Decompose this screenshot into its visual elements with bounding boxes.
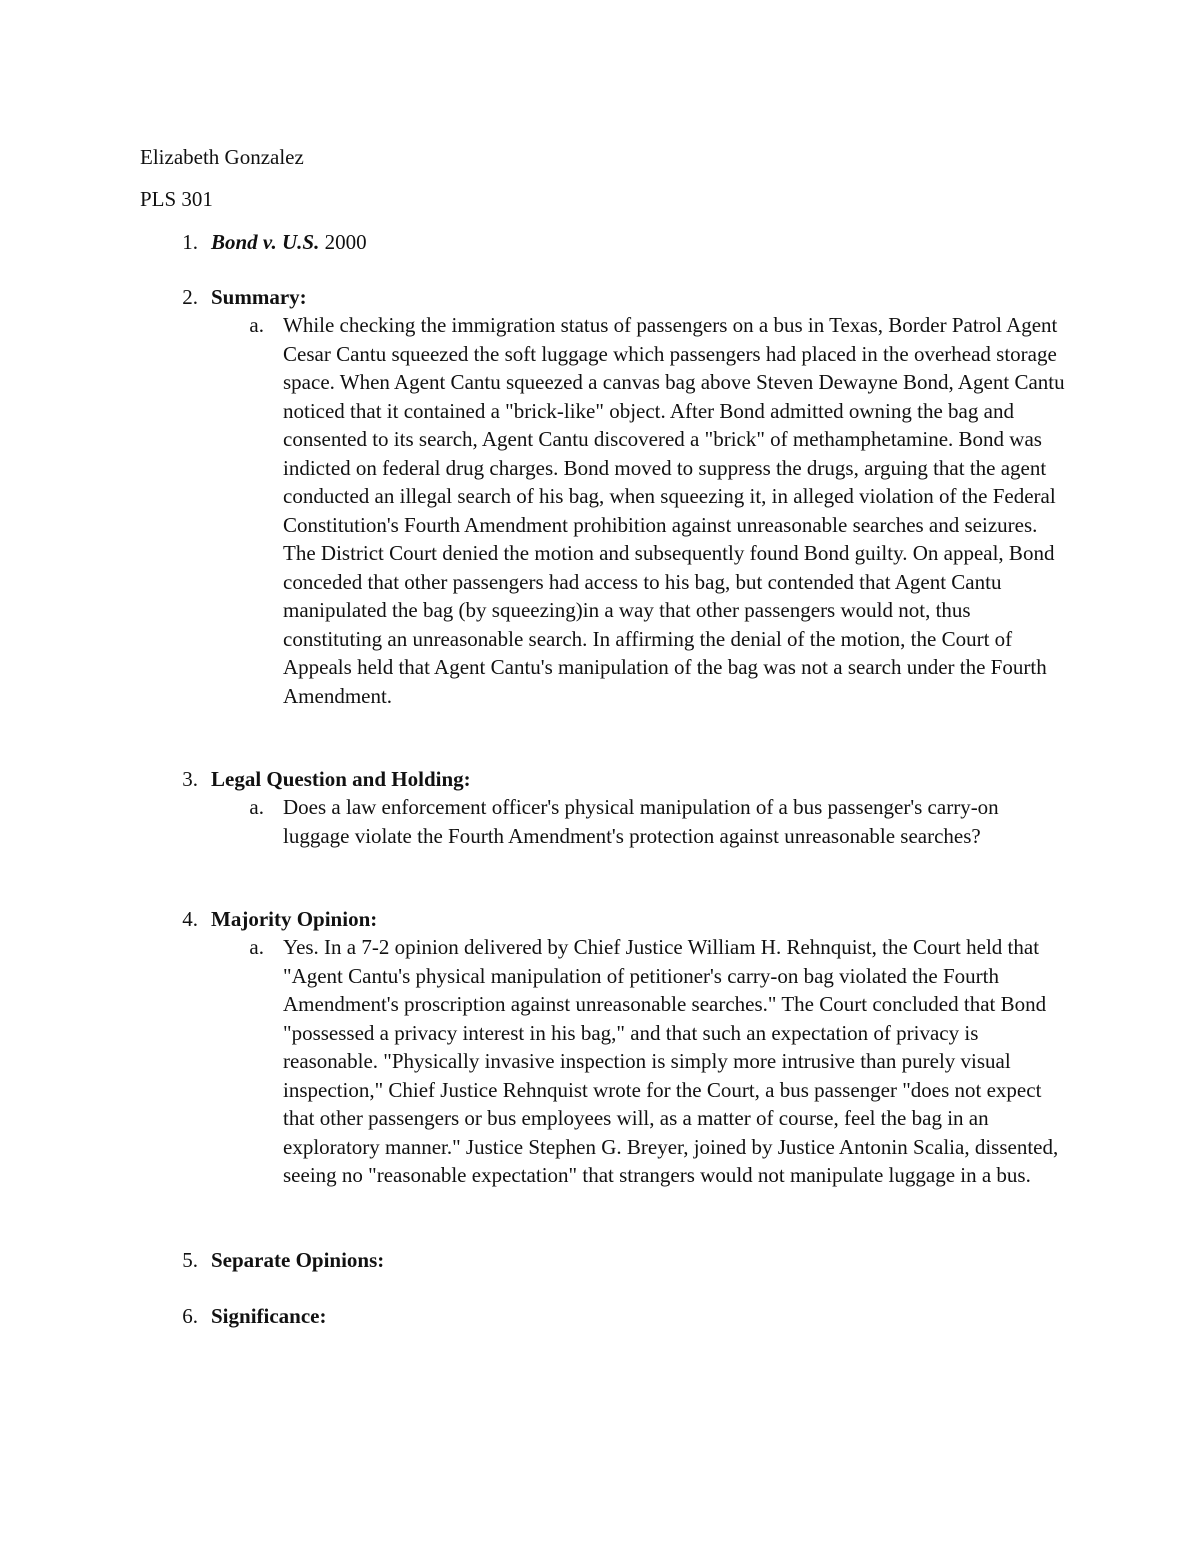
list-item-letter: a.	[249, 935, 264, 959]
case-year: 2000	[324, 230, 367, 254]
course-code: PLS 301	[140, 187, 213, 211]
section-number: 2.	[182, 285, 198, 309]
list-item-letter: a.	[249, 795, 264, 819]
list-item-letter: a.	[249, 313, 264, 337]
case-title	[211, 228, 367, 256]
author-name: Elizabeth Gonzalez	[140, 145, 304, 169]
case-name: Bond v. U.S.	[211, 230, 320, 254]
section-number: 6.	[182, 1304, 198, 1328]
section-number: 4.	[182, 907, 198, 931]
section-number: 5.	[182, 1248, 198, 1272]
summary-paragraph: While checking the immigration status of passengers on a bus in Texas, Border Patrol Agent Cesar Cantu squeezed the soft luggage which passengers had placed in the overhead storage space. When Agent Cantu squeezed a canvas bag above Steven Dewayne Bond, Agent Cantu noticed that it contained a "brick-like" object. After Bond admitted owning the bag and consented to its search, Agent Cantu discovered a "brick" of methamphetamine. Bond was indicted on federal drug charges. Bond moved to suppress the drugs, arguing that the agent conducted an illegal search of his bag, when squeezing it, in alleged violation of the Federal Constitution's Fourth Amendment prohibition against unreasonable searches and seizures. The District Court denied the motion and subsequently found Bond guilty. On appeal, Bond conceded that other passengers had access to his bag, but contended that Agent Cantu manipulated the bag (by squeezing)in a way that other passengers would not, thus constituting an unreasonable search. In affirming the denial of the motion, the Court of Appeals held that Agent Cantu's manipulation of the bag was not a search under the Fourth Amendment.	[283, 313, 1065, 708]
section-title: Summary:	[211, 285, 307, 309]
section-number: 1.	[182, 230, 198, 254]
section-number: 3.	[182, 767, 198, 791]
section-title: Significance:	[211, 1304, 327, 1328]
section-title: Legal Question and Holding:	[211, 767, 471, 791]
section-title: Majority Opinion:	[211, 907, 378, 931]
section-title: Separate Opinions:	[211, 1248, 385, 1272]
majority-opinion-paragraph: Yes. In a 7-2 opinion delivered by Chief Justice William H. Rehnquist, the Court held that "Agent Cantu's physical manipulation of petitioner's carry-on bag violated the Fourth Amendment's proscription against unreasonable searches." The Court concluded that Bond "possessed a privacy interest in his bag," and that such an expectation of privacy is reasonable. "Physically invasive inspection is simply more intrusive than purely visual inspection," Chief Justice Rehnquist wrote for the Court, a bus passenger "does not expect that other passengers or bus employees will, as a matter of course, feel the bag in an exploratory manner." Justice Stephen G. Breyer, joined by Justice Antonin Scalia, dissented, seeing no "reasonable expectation" that strangers would not manipulate luggage in a bus.	[283, 935, 1059, 1187]
legal-question-paragraph: Does a law enforcement officer's physical manipulation of a bus passenger's carry-on luggage violate the Fourth Amendment's protection against unreasonable searches?	[283, 795, 999, 848]
